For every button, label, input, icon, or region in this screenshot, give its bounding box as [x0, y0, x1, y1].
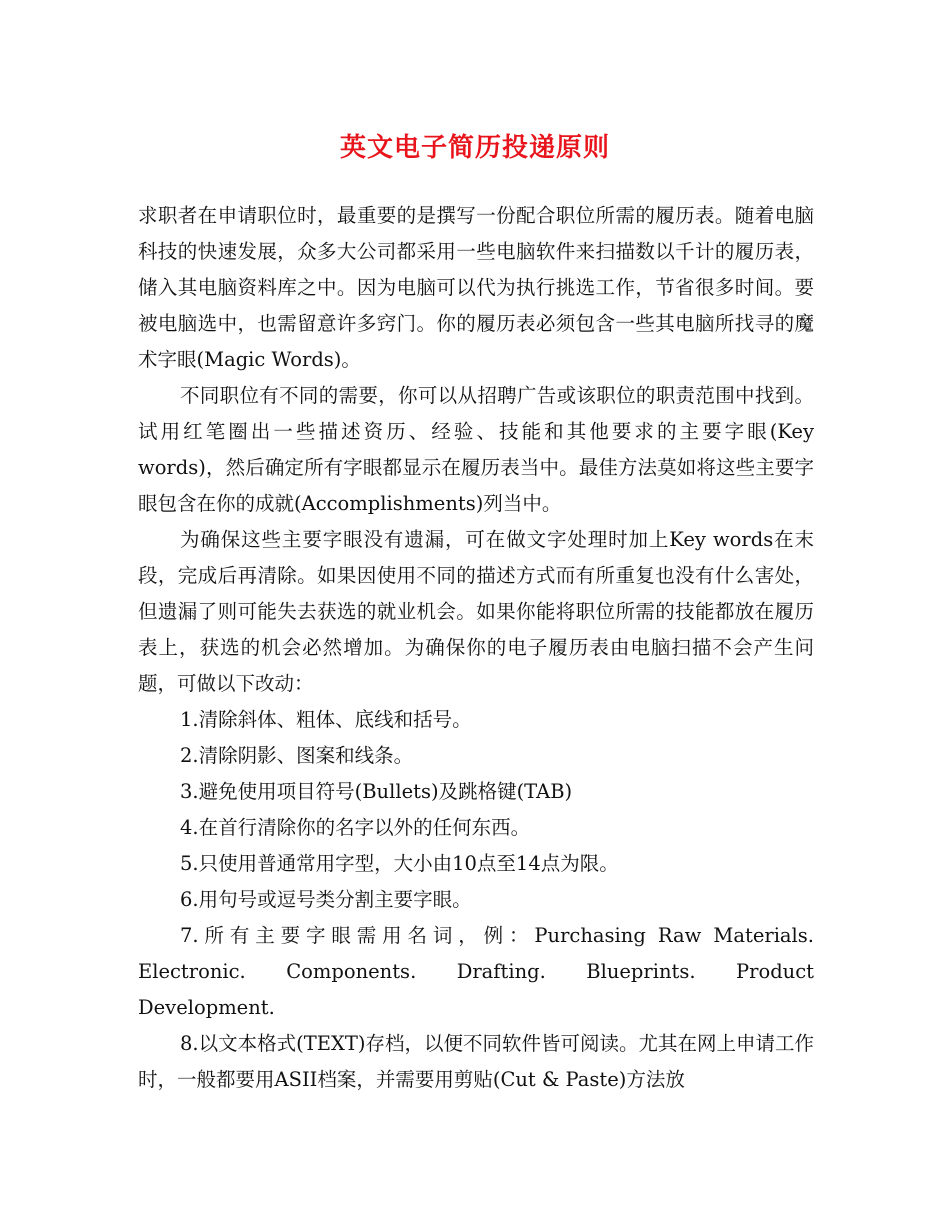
paragraph-key-words: 不同职位有不同的需要，你可以从招聘广告或该职位的职责范围中找到。试用红笔圈出一些描述资历、经验、技能和其他要求的主要字眼(Key words)，然后确定所有字眼都显示在履历表当中。最佳方法莫如将这些主要字眼包含在你的成就(Accomplishments)列当中。: [138, 384, 814, 515]
list-item: 3.避免使用项目符号(Bullets)及跳格键(TAB): [180, 780, 573, 803]
list-item: 6.用句号或逗号类分割主要字眼。: [180, 888, 472, 911]
list-item: 1.清除斜体、粗体、底线和括号。: [180, 708, 472, 731]
list-item-7: 7.所有主要字眼需用名词，例：Purchasing Raw Materials. Electronic. Components. Drafting. Blueprints. Product Development.: [138, 924, 814, 1019]
list-item: 5.只使用普通常用字型，大小由10点至14点为限。: [180, 852, 619, 875]
paragraph-intro: 求职者在申请职位时，最重要的是撰写一份配合职位所需的履历表。随着电脑科技的快速发展，众多大公司都采用一些电脑软件来扫描数以千计的履历表，储入其电脑资料库之中。因为电脑可以代为执行挑选工作，节省很多时间。要被电脑选中，也需留意许多窍门。你的履历表必须包含一些其电脑所找寻的魔术字眼(Magic Words)。: [138, 204, 814, 371]
document-title: 英文电子简历投递原则: [339, 133, 610, 163]
list-item-8: 8.以文本格式(TEXT)存档，以便不同软件皆可阅读。尤其在网上申请工作时，一般都要用ASII档案，并需要用剪贴(Cut & Paste)方法放: [138, 1032, 814, 1091]
list-item: 4.在首行清除你的名字以外的任何东西。: [180, 816, 531, 839]
list-item: 2.清除阴影、图案和线条。: [180, 744, 414, 767]
document-body: [138, 198, 814, 1098]
paragraph-changes: 为确保这些主要字眼没有遗漏，可在做文字处理时加上Key words在末段，完成后再清除。如果因使用不同的描述方式而有所重复也没有什么害处，但遗漏了则可能失去获选的就业机会。如果你能将职位所需的技能都放在履历表上，获选的机会必然增加。为确保你的电子履历表由电脑扫描不会产生问题，可做以下改动：: [138, 528, 814, 695]
